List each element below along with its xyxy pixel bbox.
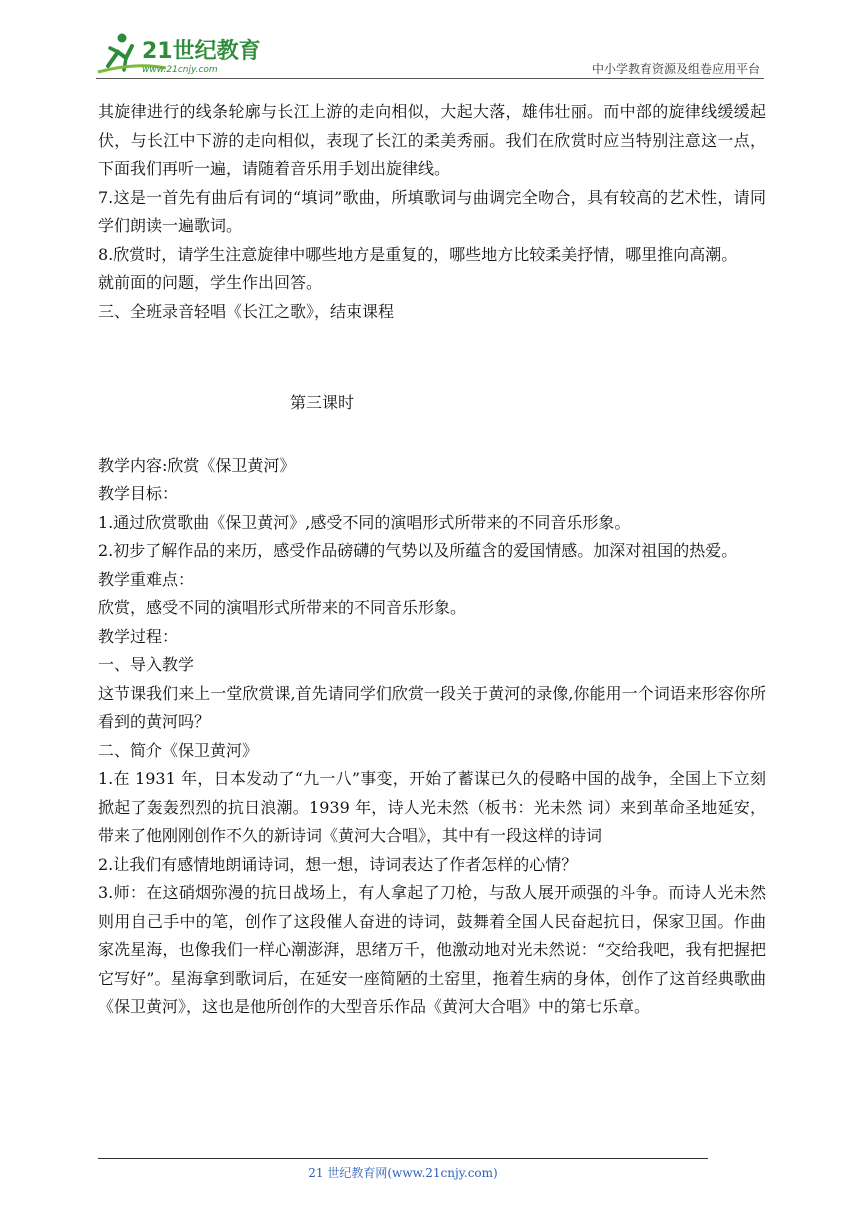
logo-text: 21世纪教育	[142, 39, 261, 64]
paragraph: 8.欣赏时，请学生注意旋律中哪些地方是重复的，哪些地方比较柔美抒情，哪里推向高潮。	[98, 244, 738, 264]
paragraph: 一、导入教学	[98, 655, 195, 674]
header-tagline: 中小学教育资源及组卷应用平台	[591, 62, 760, 76]
paragraph: 教学目标：	[98, 484, 179, 503]
paragraph: 三、全班录音轻唱《长江之歌》，结束课程	[98, 301, 395, 321]
paragraph: 教学内容:欣赏《保卫黄河》	[98, 455, 296, 475]
paragraph: 1.在 1931 年，日本发动了“九一八”事变，开始了蓄谋已久的侵略中国的战争，全国上下立刻掀起了轰轰烈烈的抗日浪潮。1939 年，诗人光未然（板书：光未然 词）来到革命圣地延安，带来了他刚刚创作不久的新诗词《黄河大合唱》，其中有一段这样的诗词	[98, 769, 766, 845]
spacer	[98, 418, 766, 452]
site-logo	[96, 28, 266, 80]
lesson-title: 第三课时	[290, 393, 355, 412]
paragraph: 1.通过欣赏歌曲《保卫黄河》,感受不同的演唱形式所带来的不同音乐形象。	[98, 512, 631, 532]
document-body	[98, 98, 766, 1022]
paragraph: 这节课我们来上一堂欣赏课,首先请同学们欣赏一段关于黄河的录像,你能用一个词语来形容你所看到的黄河吗？	[98, 683, 766, 731]
paragraph: 欣赏，感受不同的演唱形式所带来的不同音乐形象。	[98, 598, 467, 617]
header-divider	[96, 78, 764, 79]
page-header	[96, 28, 764, 80]
paragraph: 二、简介《保卫黄河》	[98, 740, 259, 760]
paragraph: 3.师：在这硝烟弥漫的抗日战场上，有人拿起了刀枪，与敌人展开顽强的斗争。而诗人光未然则用自己手中的笔，创作了这段催人奋进的诗词，鼓舞着全国人民奋起抗日，保家卫国。作曲家冼星海，也像我们一样心潮澎湃，思绪万千，他激动地对光未然说：“交给我吧，我有把握把它写好”。星海拿到歌词后，在延安一座简陋的土窑里，拖着生病的身体，创作了这首经典歌曲《保卫黄河》，这也是他所创作的大型音乐作品《黄河大合唱》中的第七乐章。	[98, 883, 766, 1016]
logo-url: www.21cnjy.com	[142, 65, 218, 75]
paragraph: 其旋律进行的线条轮廓与长江上游的走向相似，大起大落，雄伟壮丽。而中部的旋律线缓缓起伏，与长江中下游的走向相似，表现了长江的柔美秀丽。我们在欣赏时应当特别注意这一点，下面我们再听一遍，请随着音乐用手划出旋律线。	[98, 102, 766, 178]
paragraph: 2.让我们有感情地朗诵诗词，想一想，诗词表达了作者怎样的心情？	[98, 854, 578, 874]
footer-text: 21 世纪教育网(www.21cnjy.com)	[308, 1166, 498, 1180]
paragraph: 教学过程：	[98, 626, 179, 646]
paragraph: 教学重难点：	[98, 569, 195, 589]
paragraph: 就前面的问题，学生作出回答。	[98, 273, 323, 292]
paragraph: 2.初步了解作品的来历，感受作品磅礴的气势以及所蕴含的爱国情感。加深对祖国的热爱。	[98, 541, 738, 560]
footer-divider	[98, 1158, 708, 1159]
spacer	[98, 326, 766, 389]
paragraph: 7.这是一首先有曲后有词的“填词”歌曲，所填歌词与曲调完全吻合，具有较高的艺术性，请同学们朗读一遍歌词。	[98, 187, 766, 235]
